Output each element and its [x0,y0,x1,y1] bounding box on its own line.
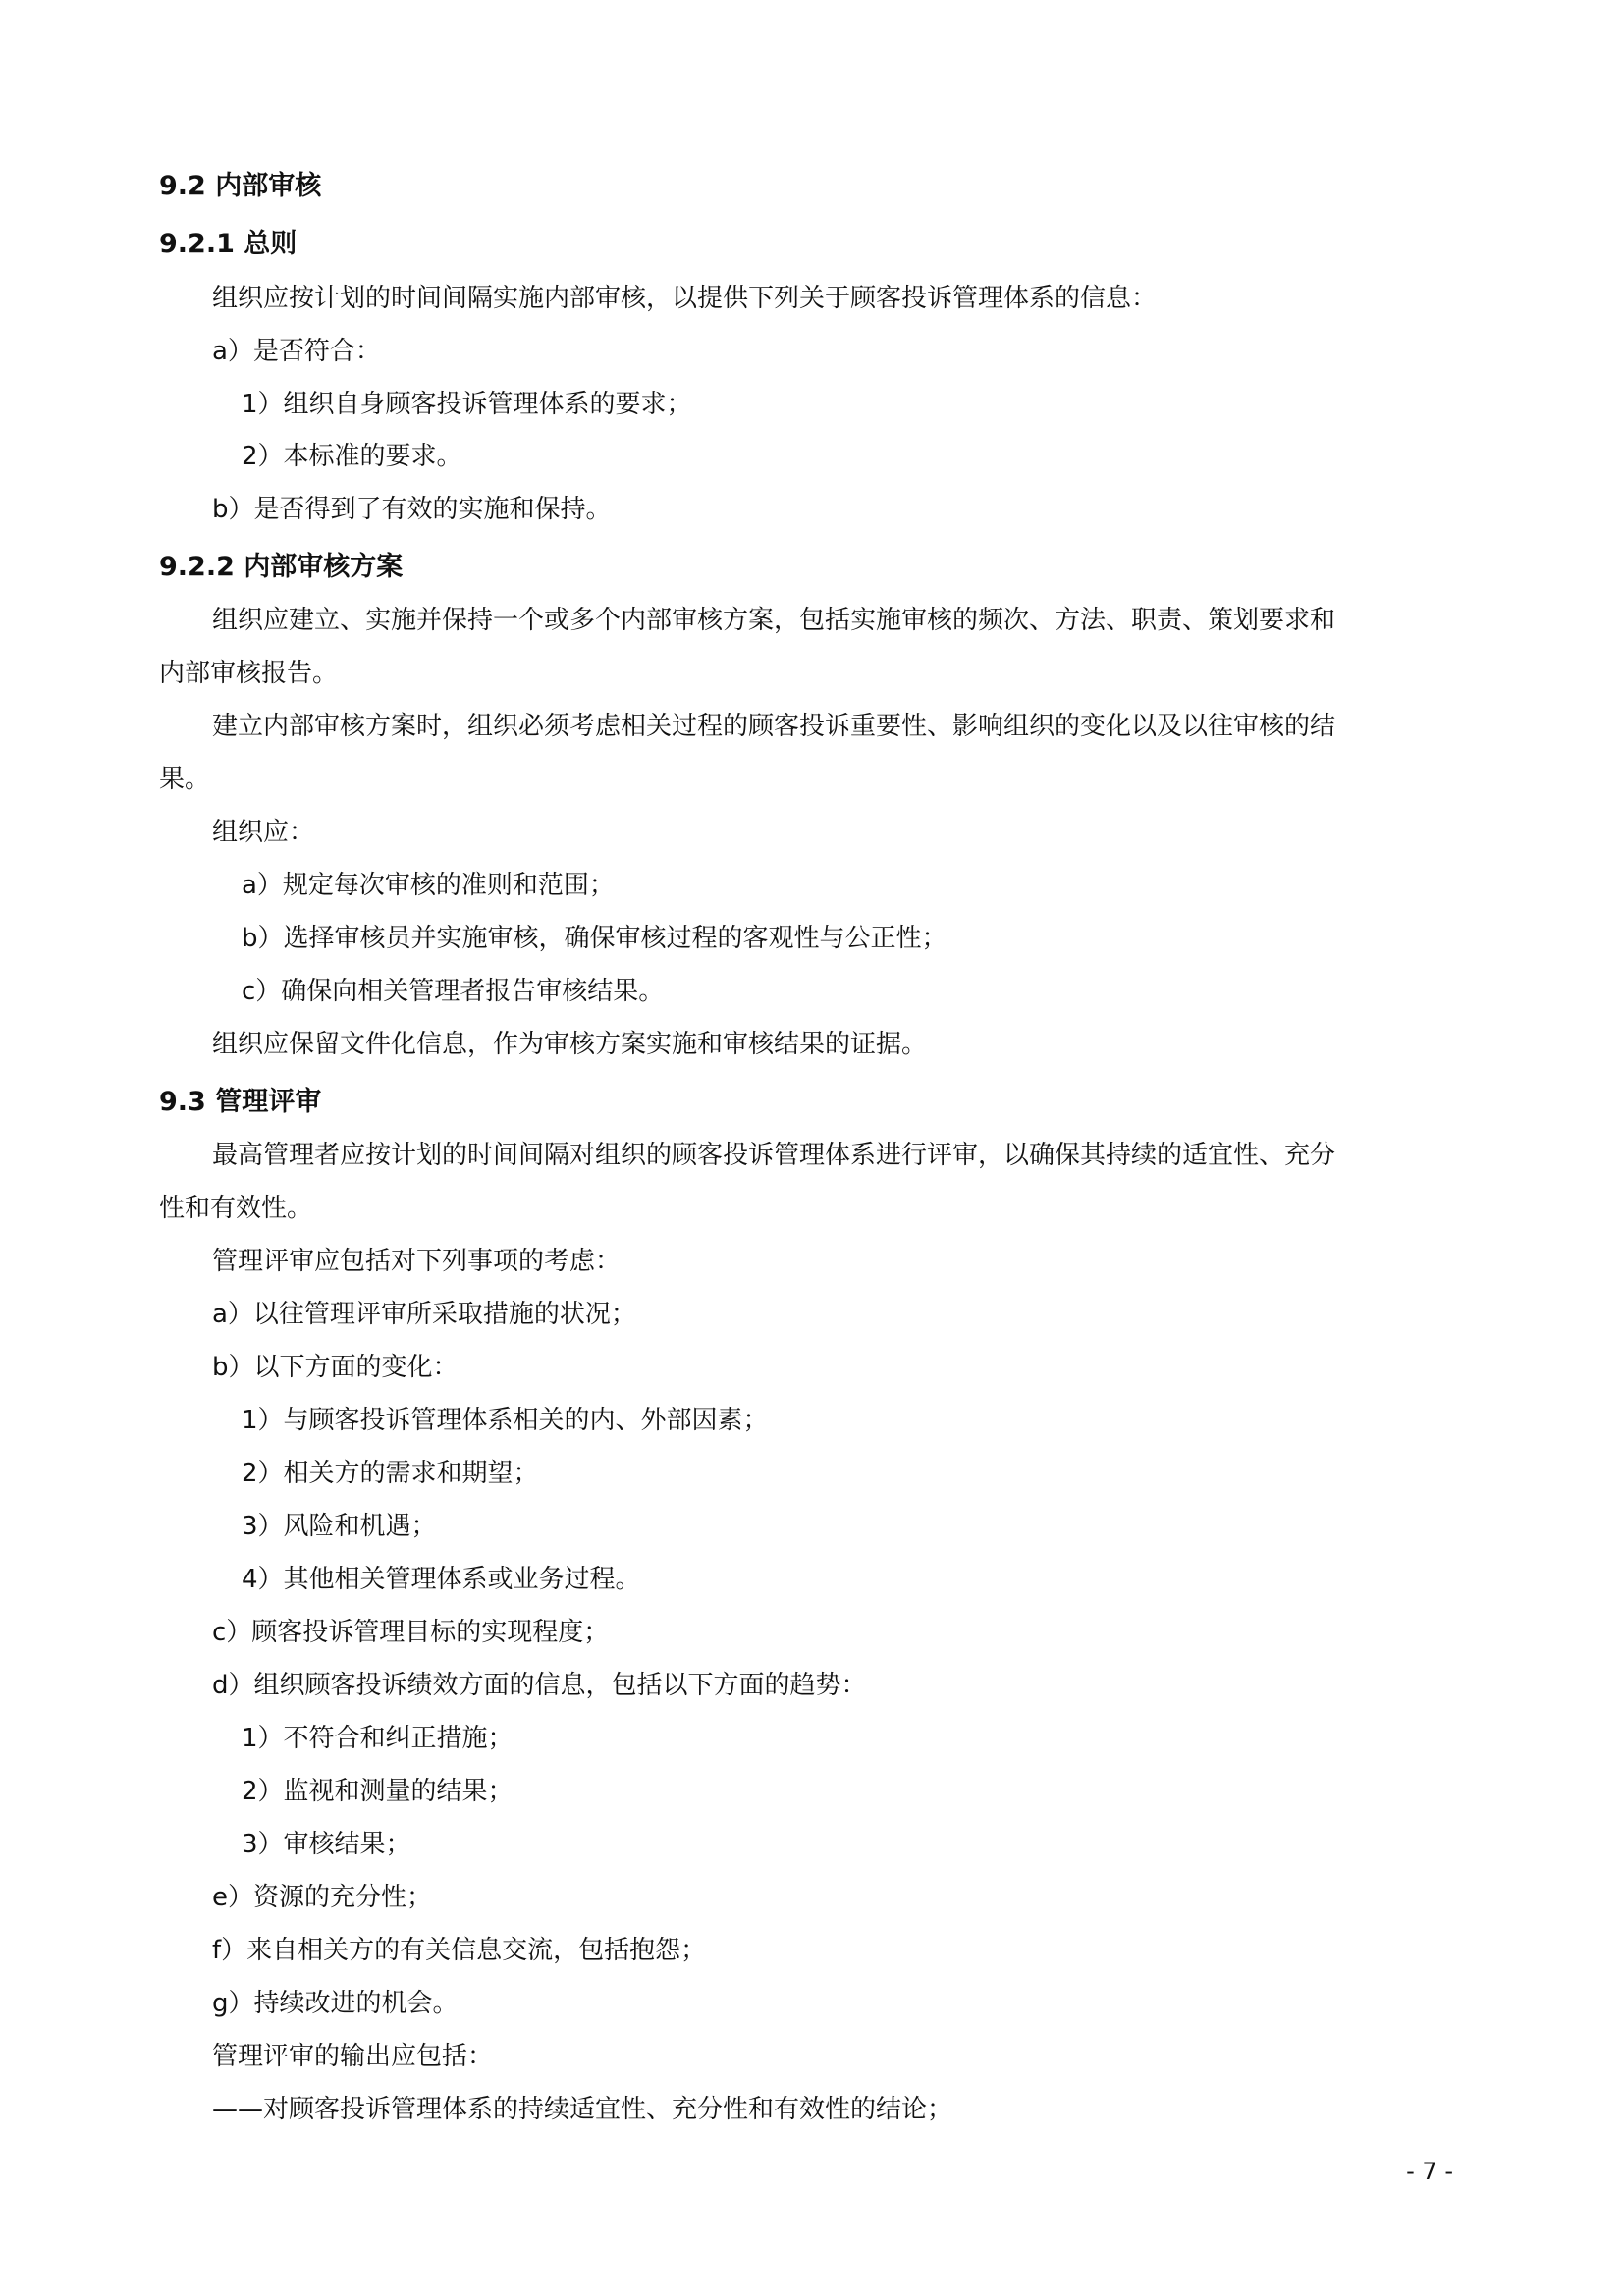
list-item: d）组织顾客投诉绩效方面的信息，包括以下方面的趋势： [212,1671,867,1700]
list-item: 2）相关方的需求和期望； [242,1459,539,1488]
list-item: a）是否符合： [212,337,381,366]
paragraph-continuation: 果。 [159,765,211,794]
paragraph-continuation: 性和有效性。 [159,1194,313,1223]
heading-9-2-2: 9.2.2 内部审核方案 [159,552,404,582]
paragraph: 组织应保留文件化信息，作为审核方案实施和审核结果的证据。 [212,1030,928,1059]
paragraph: 建立内部审核方案时，组织必须考虑相关过程的顾客投诉重要性、影响组织的变化以及以往审核的结 [212,712,1336,741]
list-item: 3）审核结果； [242,1830,411,1859]
paragraph: 组织应： [212,818,315,847]
list-item: 1）不符合和纠正措施； [242,1724,514,1753]
paragraph: 最高管理者应按计划的时间间隔对组织的顾客投诉管理体系进行评审，以确保其持续的适宜性、充分 [212,1141,1336,1170]
list-item: 1）与顾客投诉管理体系相关的内、外部因素； [242,1406,769,1435]
list-item: a）规定每次审核的准则和范围； [242,871,615,900]
dash-list-item: ——对顾客投诉管理体系的持续适宜性、充分性和有效性的结论； [212,2095,953,2124]
paragraph: 组织应按计划的时间间隔实施内部审核，以提供下列关于顾客投诉管理体系的信息： [212,284,1158,313]
paragraph: 管理评审的输出应包括： [212,2042,494,2071]
list-item: b）选择审核员并实施审核，确保审核过程的客观性与公正性； [242,924,947,953]
list-item: c）顾客投诉管理目标的实现程度； [212,1618,610,1647]
list-item: e）资源的充分性； [212,1883,432,1912]
page-number: - 7 - [1406,2158,1453,2185]
heading-9-2: 9.2 内部审核 [159,171,322,201]
list-item: g）持续改进的机会。 [212,1989,459,2018]
list-item: f）来自相关方的有关信息交流，包括抱怨； [212,1936,707,1965]
paragraph: 管理评审应包括对下列事项的考虑： [212,1247,622,1276]
heading-9-2-1: 9.2.1 总则 [159,229,298,259]
list-item: 1）组织自身顾客投诉管理体系的要求； [242,390,692,419]
list-item: a）以往管理评审所采取措施的状况； [212,1300,636,1329]
paragraph-continuation: 内部审核报告。 [159,659,339,688]
list-item: 3）风险和机遇； [242,1512,437,1541]
list-item: 2）本标准的要求。 [242,442,462,471]
list-item: 2）监视和测量的结果； [242,1777,514,1806]
heading-9-3: 9.3 管理评审 [159,1087,322,1117]
list-item: b）以下方面的变化： [212,1353,459,1382]
list-item: 4）其他相关管理体系或业务过程。 [242,1565,641,1594]
list-item: b）是否得到了有效的实施和保持。 [212,495,612,524]
paragraph: 组织应建立、实施并保持一个或多个内部审核方案，包括实施审核的频次、方法、职责、策划要求和 [212,606,1336,635]
list-item: c）确保向相关管理者报告审核结果。 [242,977,665,1006]
